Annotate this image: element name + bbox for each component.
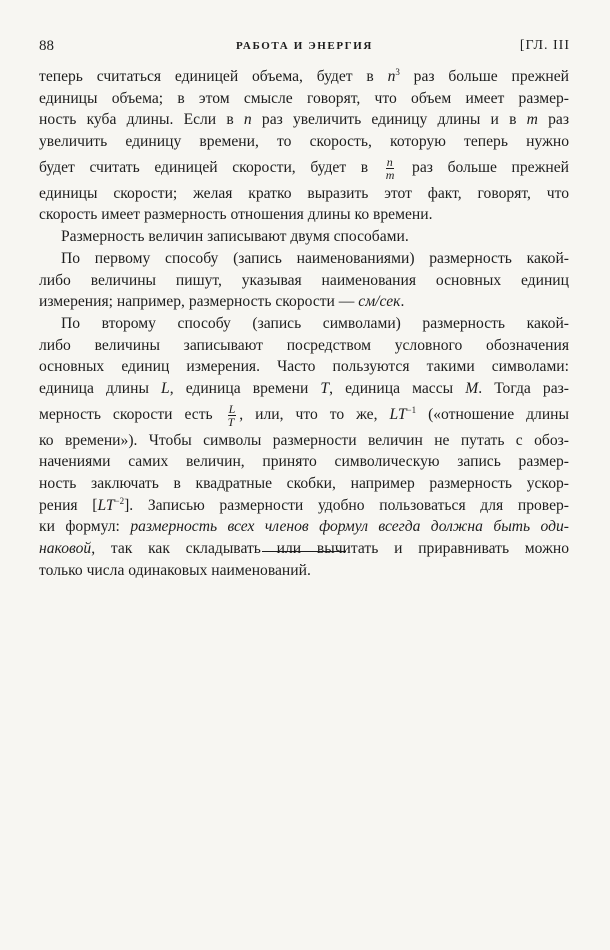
fraction-l-over-t: $\frac{L}{T}$ bbox=[227, 401, 236, 429]
text-line: единицы скорости; желая кратко выразить этот факт, говорят, что bbox=[39, 184, 569, 202]
text-line: ки формул: размерность всех членов формул всегда должна быть оди- bbox=[39, 518, 569, 536]
page-number: 88 bbox=[39, 38, 54, 54]
text-line: либо величины пишут, указывая наименования основных единиц bbox=[39, 271, 569, 289]
text-line: либо величины записывают посредством условного обозначения bbox=[39, 336, 569, 354]
text-line: ность заключать в квадратные скобки, например размерность ускор- bbox=[39, 475, 569, 492]
text-line: ко времени»). Чтобы символы размерности величин не путать с обоз- bbox=[39, 431, 569, 449]
text-line: рения $[LT^{-2}]$. Записью размерности удобно пользоваться для провер- bbox=[39, 495, 569, 514]
text-line: ность куба длины. Если в n раз увеличить единицу длины и в m раз bbox=[39, 111, 569, 129]
text-line: основных единиц измерения. Часто пользуются такими символами: bbox=[39, 358, 569, 376]
text-line: увеличить единицу времени, то скорость, которую теперь нужно bbox=[39, 133, 569, 151]
running-title: РАБОТА И ЭНЕРГИЯ bbox=[236, 40, 373, 52]
section-end-rule bbox=[262, 551, 346, 552]
text-line: единица длины L, единица времени T, единица массы M. Тогда раз- bbox=[39, 379, 569, 397]
page-body bbox=[39, 66, 569, 581]
text-line: единицы объема; в этом смысле говорят, что объем имеет размер- bbox=[39, 89, 569, 107]
chapter-label: [ГЛ. III bbox=[519, 38, 570, 53]
text-line: По первому способу (запись наименованиями) размерность какой- bbox=[61, 249, 569, 267]
text-line: будет считать единицей скорости, будет в $\frac{n}{m}$ раз больше прежней bbox=[39, 154, 569, 182]
text-line: начениями самих величин, принято символическую запись размер- bbox=[39, 453, 569, 471]
text-line: мерность скорости есть $\frac{L}{T}$ , или, что то же, $LT^{-1}$ («отношение длины bbox=[39, 401, 569, 429]
text-line: измерения; например, размерность скорости — см/сек. bbox=[39, 293, 405, 311]
text-line: теперь считаться единицей объема, будет в $n^3$ раз больше прежней bbox=[39, 67, 569, 85]
page-header bbox=[39, 38, 570, 58]
fraction-n-over-m: $\frac{n}{m}$ bbox=[385, 154, 395, 182]
text-line: По второму способу (запись символами) размерность какой- bbox=[61, 314, 569, 332]
text-line: только числа одинаковых наименований. bbox=[39, 561, 311, 579]
text-line: Размерность величин записывают двумя способами. bbox=[61, 228, 409, 246]
text-line: скорость имеет размерность отношения длины ко времени. bbox=[39, 206, 433, 224]
text-line: наковой, так как складывать или вычитать и приравнивать можно bbox=[39, 540, 569, 558]
